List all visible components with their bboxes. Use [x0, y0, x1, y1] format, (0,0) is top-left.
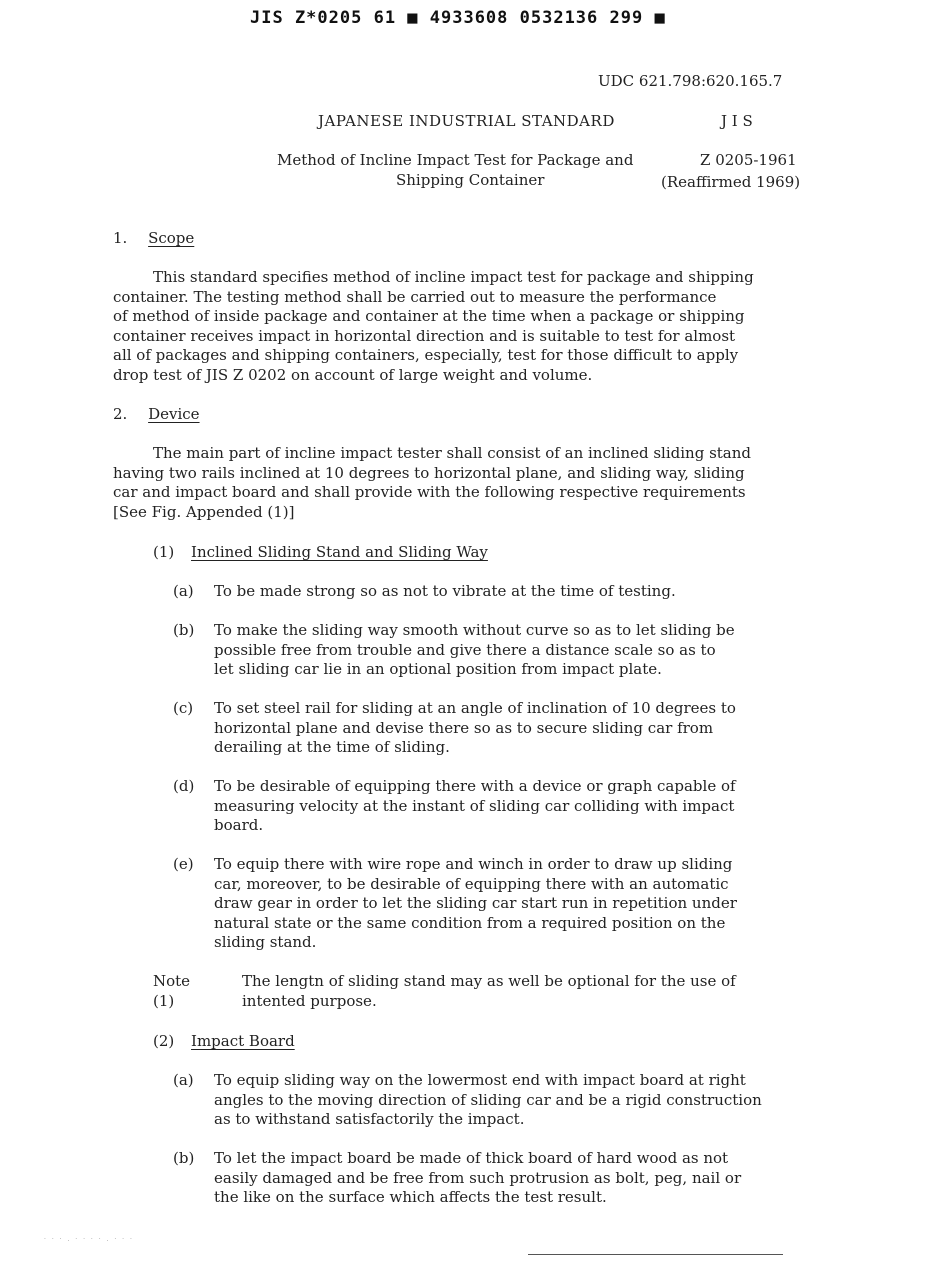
item-line: draw gear in order to let the sliding car start run in repetition under — [214, 894, 737, 913]
note-line: The lengtn of sliding stand may as well be optional for the use of — [242, 972, 736, 990]
item-line: as to withstand satisfactorily the impact. — [214, 1110, 525, 1129]
paragraph-line: all of packages and shipping containers, especially, test for those difficult to apply — [113, 346, 739, 365]
document-barcode-code: JIS Z*0205 61 ■ 4933608 0532136 299 ■ — [250, 8, 666, 28]
item-line: measuring velocity at the instant of sliding car colliding with impact — [214, 796, 735, 815]
paragraph-line: The main part of incline impact tester shall consist of an inclined sliding stand — [153, 444, 752, 462]
section-number: 1. — [113, 229, 128, 247]
item-text — [214, 1149, 834, 1208]
item-line: possible free from trouble and give there a distance scale so as to — [214, 640, 716, 659]
subsection-number: (2) — [153, 1032, 175, 1050]
item-line: car, moreover, to be desirable of equipping there with an automatic — [214, 874, 729, 893]
item-label: (c) — [173, 699, 194, 717]
item-line: To set steel rail for sliding at an angle of inclination of 10 degrees to — [214, 699, 736, 717]
item-label: (e) — [173, 855, 194, 873]
item-line: derailing at the time of sliding. — [214, 738, 450, 757]
subsection-title: Impact Board — [191, 1032, 295, 1050]
paragraph-line: of method of inside package and container at the time when a package or shipping — [113, 307, 745, 326]
device-paragraph — [113, 444, 835, 522]
item-line: let sliding car lie in an optional position from impact plate. — [214, 660, 662, 679]
scan-smudge: · · · . · · · · . · · · — [44, 1236, 134, 1243]
item-text — [214, 621, 834, 680]
scope-paragraph — [113, 268, 835, 386]
udc-number: UDC 621.798:620.165.7 — [598, 72, 783, 90]
item-line: natural state or the same condition from a required position on the — [214, 913, 726, 932]
item-label: (a) — [173, 1071, 194, 1089]
item-line: To make the sliding way smooth without curve so as to let sliding be — [214, 621, 735, 639]
item-text — [214, 1071, 834, 1130]
paragraph-line: container receives impact in horizontal direction and is suitable to test for almost — [113, 326, 736, 345]
reaffirmed-date: (Reaffirmed 1969) — [661, 173, 801, 191]
paragraph-line: container. The testing method shall be carried out to measure the performance — [113, 287, 717, 306]
jis-label: J I S — [721, 112, 753, 130]
item-text — [214, 777, 834, 836]
section-title: Device — [148, 405, 200, 423]
item-line: To let the impact board be made of thick board of hard wood as not — [214, 1149, 729, 1167]
item-line: To equip there with wire rope and winch in order to draw up sliding — [214, 855, 733, 873]
subsection-2-heading — [153, 1032, 295, 1050]
note-line: intented purpose. — [242, 991, 377, 1010]
section-2-heading — [113, 405, 200, 423]
paragraph-line: This standard specifies method of incline impact test for package and shipping — [153, 268, 754, 286]
note-text — [242, 972, 862, 1011]
paragraph-line: having two rails inclined at 10 degrees to horizontal plane, and sliding way, sliding — [113, 463, 745, 482]
section-1-heading — [113, 229, 194, 247]
paragraph-line: drop test of JIS Z 0202 on account of large weight and volume. — [113, 365, 593, 384]
note-label: Note (1) — [153, 972, 191, 1010]
item-label: (d) — [173, 777, 195, 795]
item-line: horizontal plane and devise there so as to secure sliding car from — [214, 718, 714, 737]
paragraph-line: [See Fig. Appended (1)] — [113, 502, 295, 521]
subsection-title: Inclined Sliding Stand and Sliding Way — [191, 543, 488, 561]
item-line: To equip sliding way on the lowermost end with impact board at right — [214, 1071, 746, 1089]
item-label: (a) — [173, 582, 194, 600]
item-line: angles to the moving direction of sliding car and be a rigid construction — [214, 1090, 762, 1109]
standard-title: JAPANESE INDUSTRIAL STANDARD — [318, 112, 615, 130]
item-line: board. — [214, 816, 264, 835]
paragraph-line: car and impact board and shall provide with the following respective requirements — [113, 483, 746, 502]
item-line: easily damaged and be free from such protrusion as bolt, peg, nail or — [214, 1168, 742, 1187]
section-title: Scope — [148, 229, 195, 247]
subsection-1-heading — [153, 543, 488, 561]
item-label: (b) — [173, 1149, 195, 1167]
document-number: Z 0205-1961 — [700, 151, 797, 169]
item-line: To be made strong so as not to vibrate at the time of testing. — [214, 582, 676, 600]
section-number: 2. — [113, 405, 128, 423]
document-title-line1: Method of Incline Impact Test for Package and — [277, 151, 634, 169]
item-text — [214, 855, 834, 953]
item-label: (b) — [173, 621, 195, 639]
item-text — [214, 699, 834, 758]
item-line: the like on the surface which affects the test result. — [214, 1188, 607, 1207]
item-line: To be desirable of equipping there with a device or graph capable of — [214, 777, 736, 795]
item-line: sliding stand. — [214, 933, 317, 952]
document-title-line2: Shipping Container — [396, 171, 545, 189]
footer-rule — [528, 1254, 783, 1255]
subsection-number: (1) — [153, 543, 175, 561]
item-text — [214, 582, 834, 602]
